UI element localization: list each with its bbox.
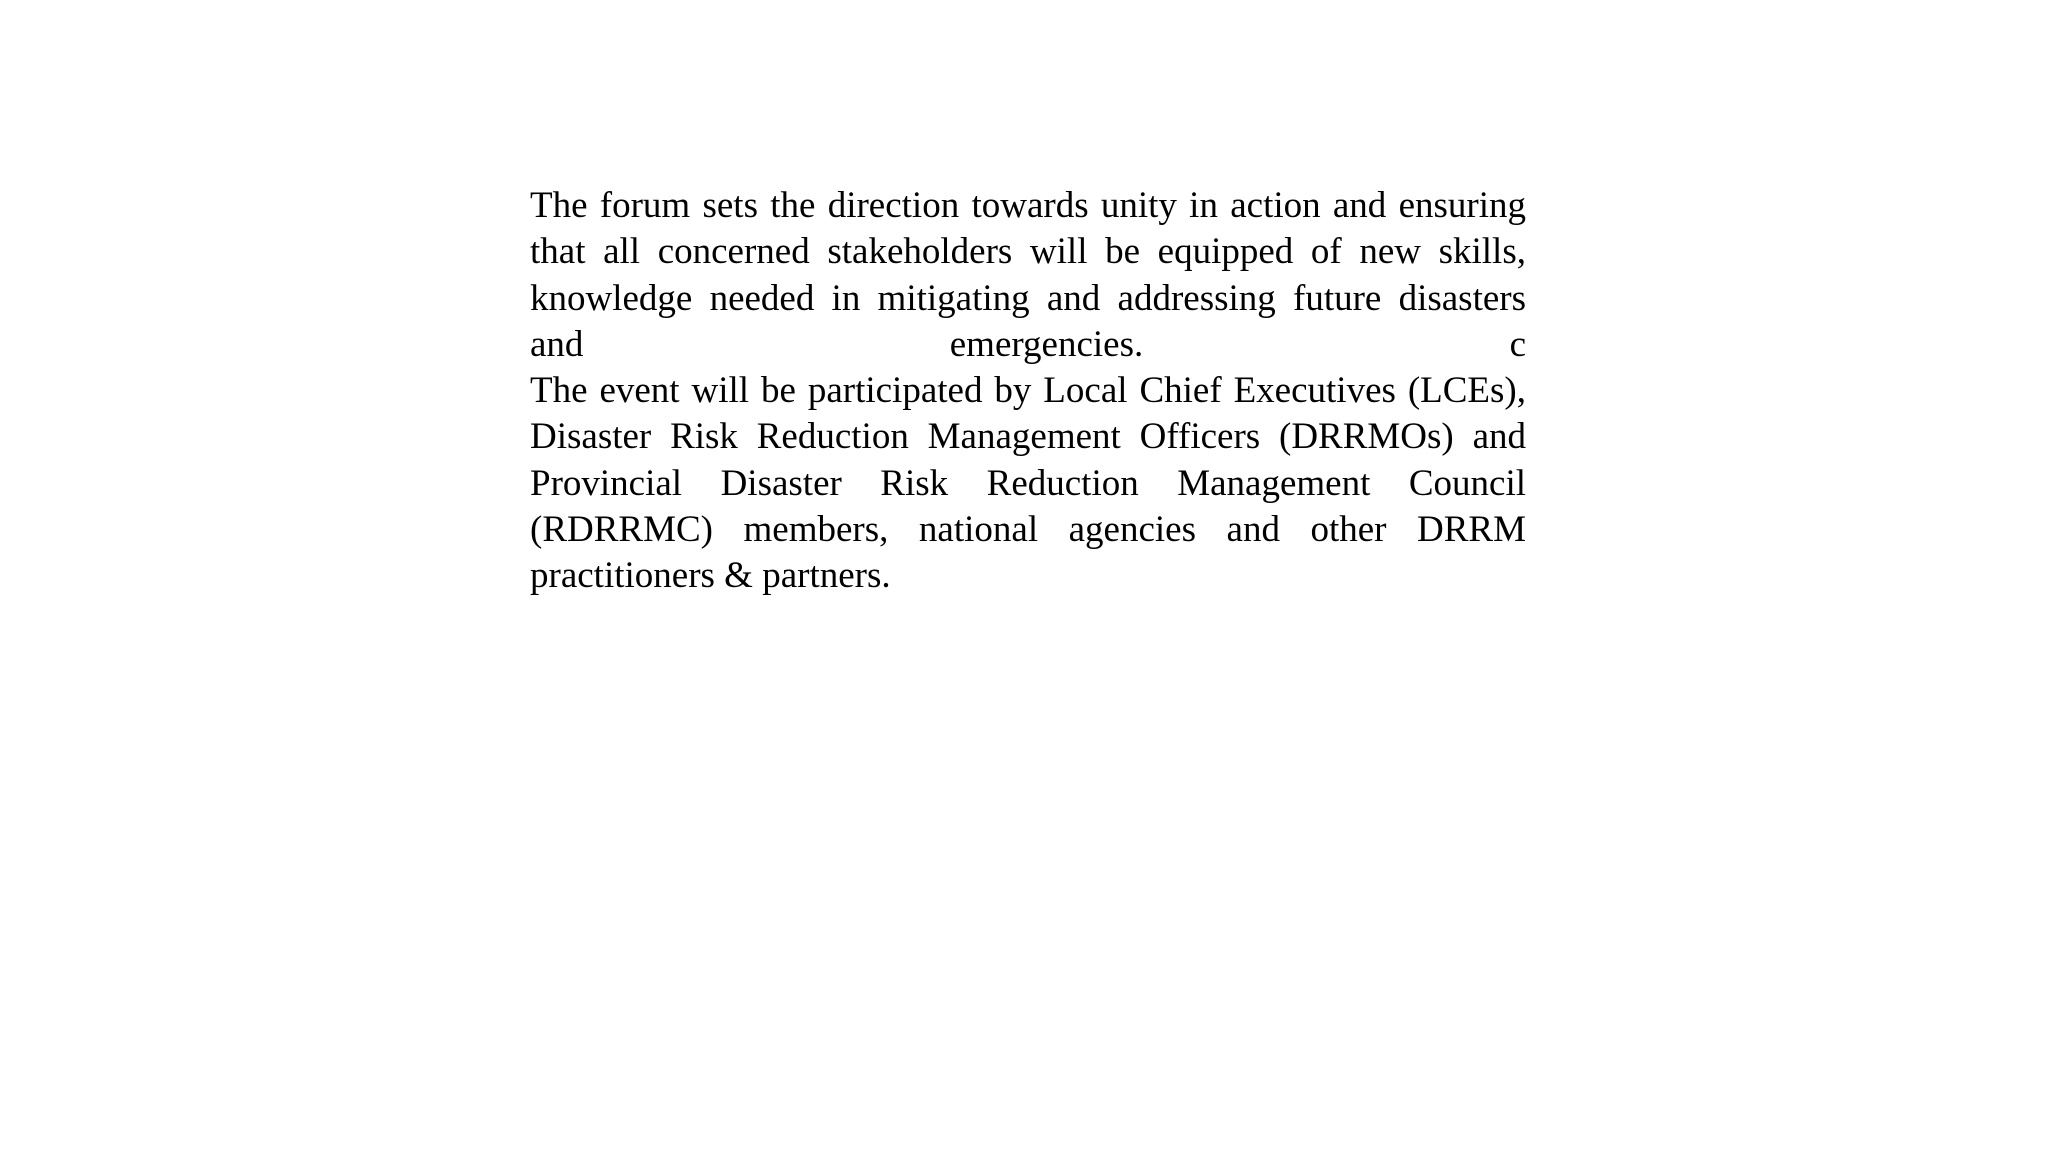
paragraph-forum-direction: The forum sets the direction towards unity in action and ensuring that all concerned stakeholders will be equipped of new skills, knowledge needed in mitigating and addressing future disasters and emergencies. c: [530, 185, 1526, 365]
body-text: [530, 183, 1526, 600]
paragraph-event-participants: The event will be participated by Local Chief Executives (LCEs), Disaster Risk Reduction Management Officers (DRRMOs) and Provincial Disaster Risk Reduction Management Council (RDRRMC) members, national agencies and other DRRM practitioners & partners.: [530, 370, 1526, 597]
